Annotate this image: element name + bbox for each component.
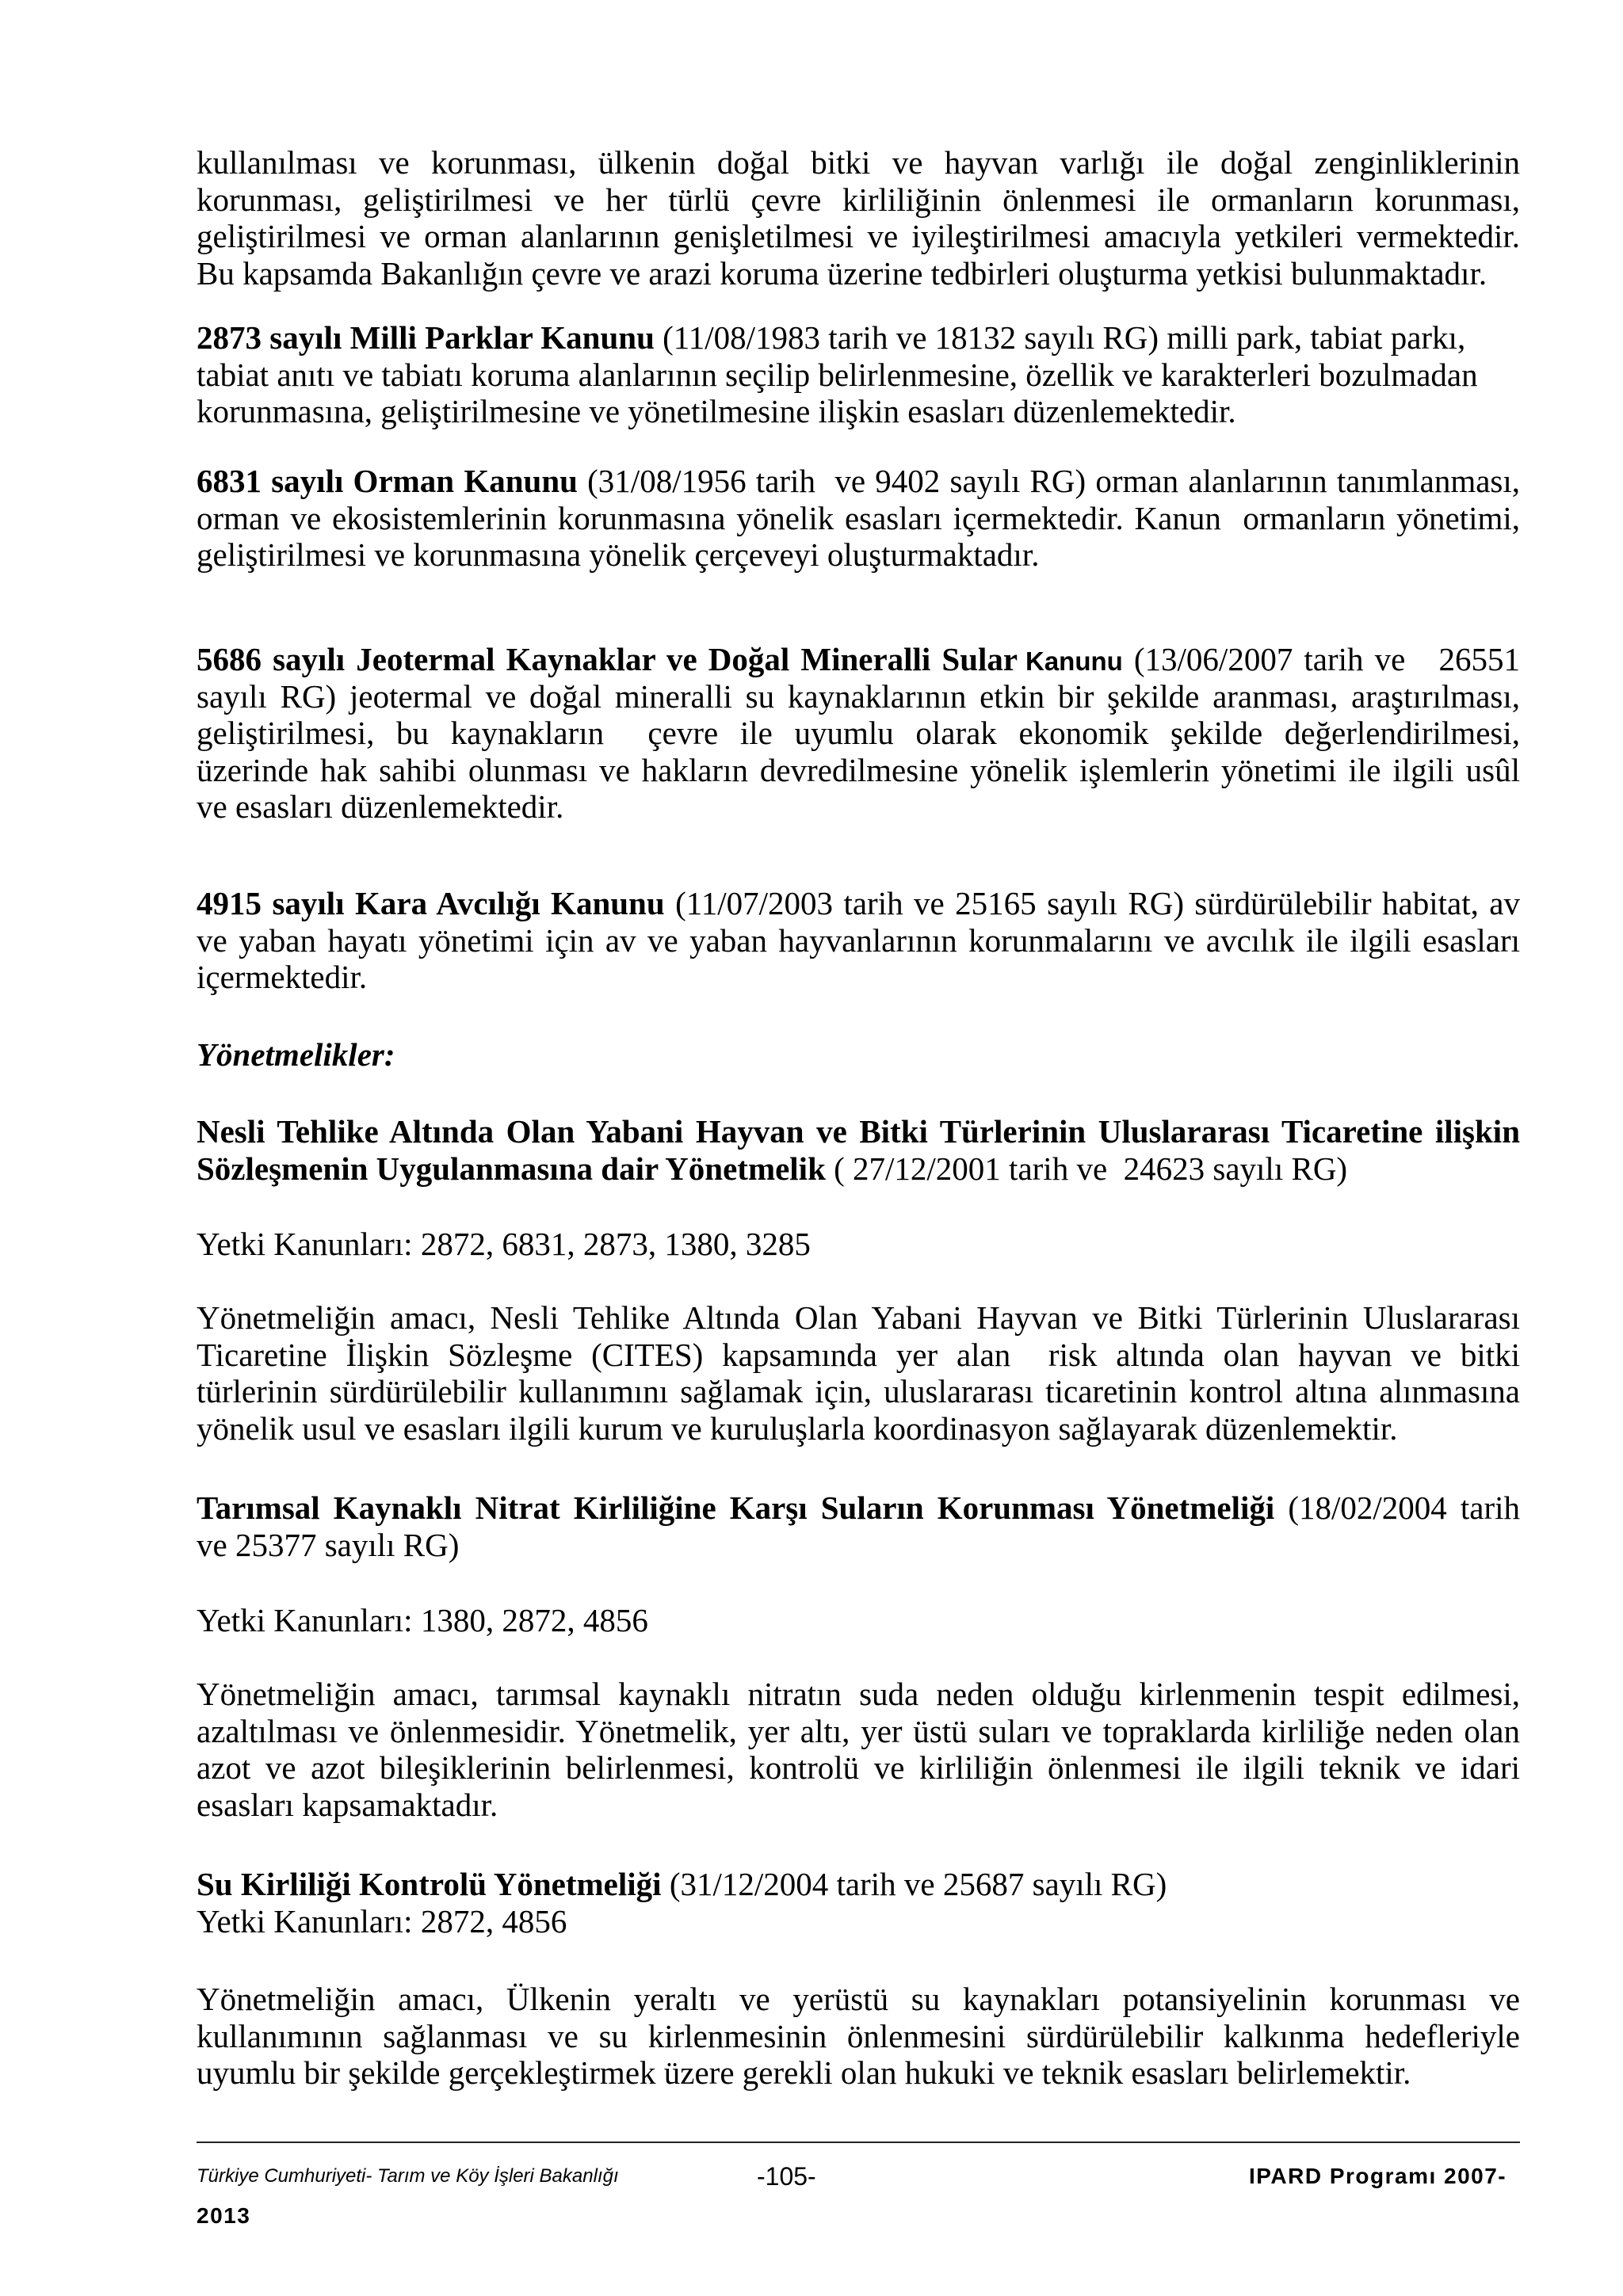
paragraph-line — [197, 319, 1520, 357]
paragraph-line: azot ve azot bileşiklerinin belirlenmesi, kontrolü ve kirliliğin önlenmesi ile ilgili teknik ve idari — [197, 1749, 1520, 1786]
paragraph-line: türlerinin sürdürülebilir kullanımını sağlamak için, uluslararası ticaretinin kontrol altına alınmasına — [197, 1373, 1520, 1409]
law-title: 2873 sayılı Milli Parklar Kanunu — [197, 319, 655, 356]
authority-laws: Yetki Kanunları: 2872, 6831, 2873, 1380, 3285 — [197, 1226, 811, 1262]
law-title: 5686 sayılı Jeotermal Kaynaklar ve Doğal Mineralli Sular — [197, 641, 1018, 677]
regulation-title-line: Nesli Tehlike Altında Olan Yabani Hayvan ve Bitki Türlerinin Uluslararası Ticaretine ilişkin — [197, 1113, 1520, 1150]
cites-purpose-paragraph — [197, 1299, 1520, 1447]
intro-line: geliştirilmesi ve orman alanlarının genişletilmesi ve iyileştirilmesi amacıyla yetkileri vermektedir. — [197, 218, 1520, 254]
law-text: (31/08/1956 tarih ve 9402 sayılı RG) orman alanlarının tanımlanması, — [577, 463, 1521, 499]
paragraph-line: azaltılması ve önlenmesidir. Yönetmelik, yer altı, yer üstü suları ve topraklarda kirliliğe neden olan — [197, 1712, 1520, 1749]
cites-authority — [197, 1226, 1520, 1263]
paragraph-line: Yönetmeliğin amacı, Ülkenin yeraltı ve yerüstü su kaynakları potansiyelinin korunması ve — [197, 1981, 1520, 2017]
law-text: (13/06/2007 tarih ve 26551 — [1122, 641, 1520, 677]
paragraph-line — [197, 885, 1520, 922]
water-purpose-paragraph — [197, 1981, 1520, 2092]
authority-laws: Yetki Kanunları: 2872, 4856 — [197, 1902, 567, 1939]
authority-laws: Yetki Kanunları: 1380, 2872, 4856 — [197, 1602, 648, 1638]
paragraph-line: korunmasına, geliştirilmesine ve yönetilmesine ilişkin esasları düzenlemektedir. — [197, 393, 1236, 429]
paragraph-line: Yönetmeliğin amacı, tarımsal kaynaklı nitratın suda neden olduğu kirlenmenin tespit edilmesi, — [197, 1676, 1520, 1712]
paragraph-line: uyumlu bir şekilde gerçekleştirmek üzere gerekli olan hukuki ve teknik esasları belirlemektir. — [197, 2054, 1411, 2091]
paragraph-line: esasları kapsamaktadır. — [197, 1786, 498, 1823]
nitrate-authority — [197, 1602, 1520, 1639]
regulations-heading-block — [197, 1036, 1520, 1074]
law-title-word: Kanunu — [1025, 646, 1123, 676]
paragraph-line: orman ve ekosistemlerinin korunmasına yönelik esasları içermektedir. Kanun ormanların yönetimi, — [197, 499, 1520, 536]
regulation-title: Tarımsal Kaynaklı Nitrat Kirliliğine Karşı Suların Korunması Yönetmeliği — [197, 1489, 1275, 1526]
paragraph-line: geliştirilmesi, bu kaynakların çevre ile uyumlu olarak ekonomik şekilde değerlendirilmesi, — [197, 715, 1520, 751]
regulation-title-line — [197, 1150, 1520, 1188]
paragraph-line: yönelik usul ve esasları ilgili kurum ve kuruluşlarla koordinasyon sağlayarak düzenlemektir. — [197, 1409, 1398, 1447]
regulation-date: (31/12/2004 tarih ve 25687 sayılı RG) — [661, 1866, 1167, 1902]
paragraph-line: içermektedir. — [197, 959, 368, 995]
regulation-date: (18/02/2004 tarih — [1274, 1489, 1521, 1526]
paragraph-line: kullanımının sağlanması ve su kirlenmesinin önlenmesini sürdürülebilir kalkınma hedefleriyle — [197, 2017, 1520, 2054]
footer-ministry: Türkiye Cumhuriyeti- Tarım ve Köy İşleri Bakanlığı — [197, 2165, 619, 2187]
regulation-title: Su Kirliliği Kontrolü Yönetmeliği — [197, 1866, 662, 1902]
water-regulation-title — [197, 1866, 1520, 1939]
footer-program: IPARD Programı 2007- — [1249, 2164, 1507, 2188]
paragraph-line: sayılı RG) jeotermal ve doğal mineralli su kaynaklarının etkin bir şekilde aranması, araştırılması, — [197, 677, 1520, 715]
footer-year: 2013 — [197, 2203, 251, 2228]
footer-divider — [197, 2142, 1520, 2143]
law-title: 6831 sayılı Orman Kanunu — [197, 463, 578, 499]
regulation-title: Sözleşmenin Uygulanmasına dair Yönetmelik — [197, 1150, 826, 1187]
intro-line: Bu kapsamda Bakanlığın çevre ve arazi koruma üzerine tedbirleri oluşturma yetkisi bulunmaktadır. — [197, 254, 1487, 292]
paragraph-line: geliştirilmesi ve korunmasına yönelik çerçeveyi oluşturmaktadır. — [197, 536, 1040, 573]
law-5686-paragraph — [197, 641, 1520, 826]
paragraph-line — [197, 641, 1520, 678]
nitrate-regulation-title — [197, 1489, 1520, 1563]
intro-paragraph — [197, 144, 1520, 292]
paragraph-line: Ticaretine İlişkin Sözleşme (CITES) kapsamında yer alan risk altında olan hayvan ve bitki — [197, 1336, 1520, 1373]
law-text: (11/08/1983 tarih ve 18132 sayılı RG) milli park, tabiat parkı, — [654, 319, 1466, 356]
regulation-title-line — [197, 1489, 1520, 1527]
paragraph-line: ve yaban hayatı yönetimi için av ve yaban hayvanlarının korunmalarını ve avcılık ile ilgili esasları — [197, 921, 1520, 959]
law-2873-paragraph — [197, 319, 1520, 430]
regulation-title-line: ve 25377 sayılı RG) — [197, 1526, 460, 1563]
paragraph-line: ve esasları düzenlemektedir. — [197, 788, 564, 825]
paragraph-line — [197, 463, 1520, 500]
regulations-heading: Yönetmelikler: — [197, 1036, 395, 1073]
paragraph-line: Yönetmeliğin amacı, Nesli Tehlike Altında Olan Yabani Hayvan ve Bitki Türlerinin Uluslararası — [197, 1299, 1520, 1336]
law-4915-paragraph — [197, 885, 1520, 996]
law-title: 4915 sayılı Kara Avcılığı Kanunu — [197, 885, 665, 921]
law-text: (11/07/2003 tarih ve 25165 sayılı RG) sürdürülebilir habitat, av — [664, 885, 1521, 921]
page-number: -105- — [757, 2162, 816, 2191]
cites-regulation-title — [197, 1113, 1520, 1187]
regulation-date: ( 27/12/2001 tarih ve 24623 sayılı RG) — [825, 1150, 1348, 1187]
regulation-title-line — [197, 1866, 1520, 1903]
paragraph-line: üzerinde hak sahibi olunması ve hakların devredilmesine yönelik işlemlerin yönetimi ile ilgili usûl — [197, 751, 1520, 788]
intro-line: kullanılması ve korunması, ülkenin doğal bitki ve hayvan varlığı ile doğal zenginliklerinin — [197, 144, 1520, 181]
law-6831-paragraph — [197, 463, 1520, 574]
intro-line: korunması, geliştirilmesi ve her türlü çevre kirliliğinin önlenmesi ile ormanların korunması, — [197, 181, 1520, 218]
nitrate-purpose-paragraph — [197, 1676, 1520, 1823]
paragraph-line: tabiat anıtı ve tabiatı koruma alanlarının seçilip belirlenmesine, özellik ve karakterleri bozulmadan — [197, 356, 1478, 393]
